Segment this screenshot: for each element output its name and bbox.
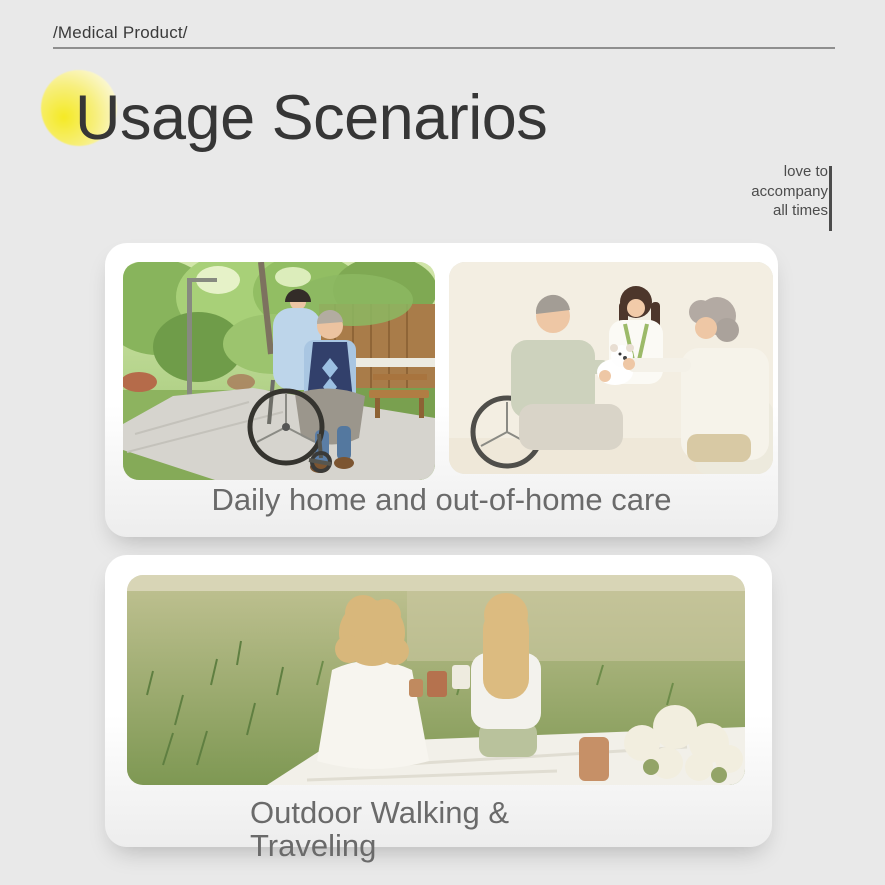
card-caption: Outdoor Walking & Traveling [250,795,510,863]
tagline [751,162,828,221]
page-title: Usage Scenarios [75,83,548,153]
family-scene-illustration [449,262,773,474]
photo-park-wheelchair [123,262,435,480]
photo-family-dog [449,262,773,474]
park-scene-illustration [123,262,435,480]
card-outdoor [105,555,772,863]
eyebrow-label: /Medical Product/ [53,23,188,42]
card-caption: Daily home and out-of-home care [211,482,672,517]
tagline-line-3: all times [772,202,828,219]
photo-picnic-field [127,575,745,785]
tagline-line-1: love to [783,163,828,180]
card-daily-care [105,243,778,537]
header-divider [53,47,835,49]
tagline-line-2: accompany [751,182,828,200]
tagline-divider [829,166,832,231]
picnic-scene-illustration [127,575,745,785]
